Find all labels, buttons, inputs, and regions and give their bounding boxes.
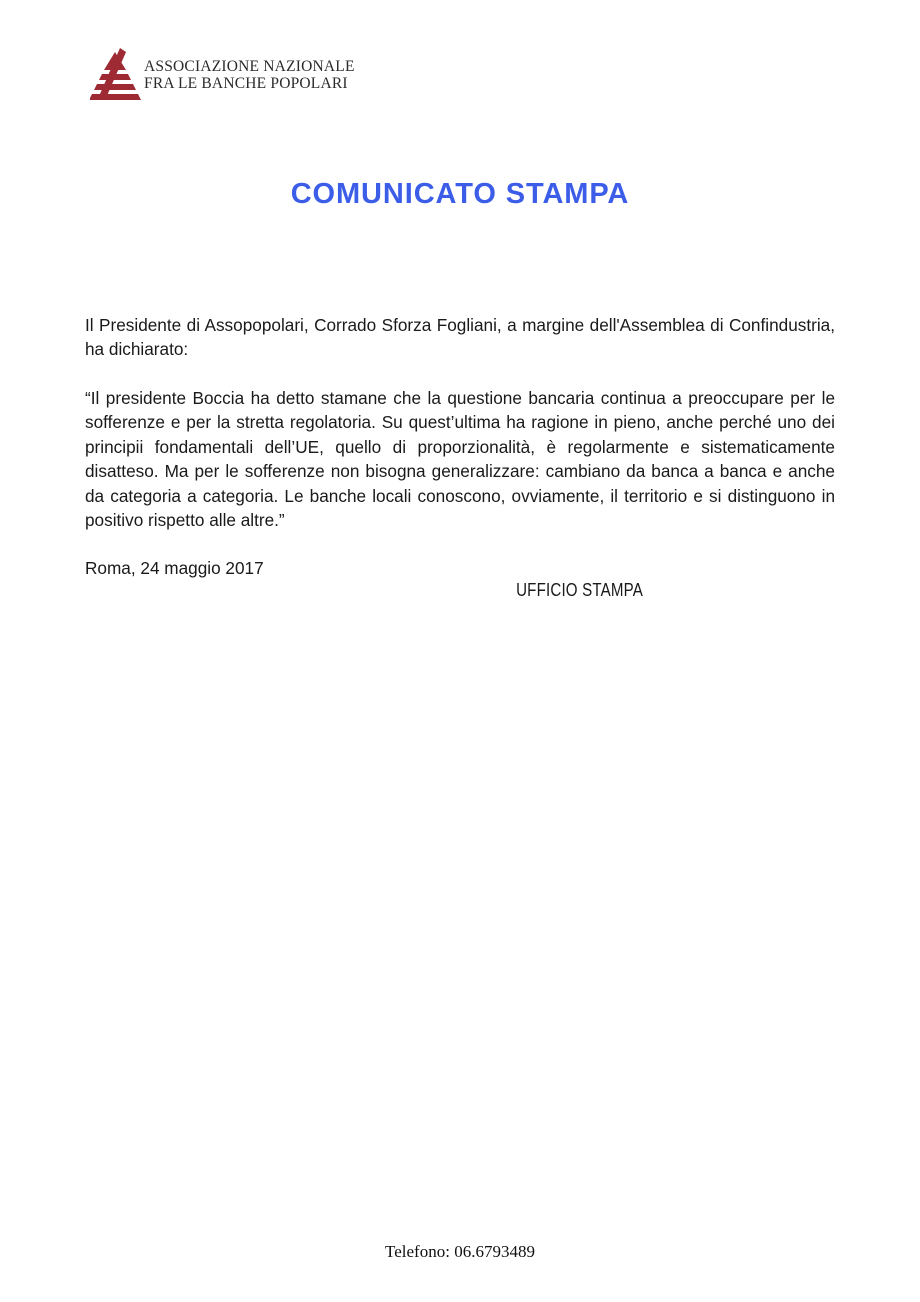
- signature-block: [0, 580, 920, 601]
- page-footer: Telefono: 06.6793489: [385, 1242, 535, 1261]
- signature-text: UFFICIO STAMPA: [516, 580, 644, 600]
- letterhead: [90, 46, 355, 104]
- letterhead-line-1: ASSOCIAZIONE NAZIONALE: [144, 58, 355, 75]
- letterhead-wordmark: [144, 59, 355, 92]
- document-body: [85, 313, 835, 581]
- intro-paragraph: Il Presidente di Assopopolari, Corrado Sforza Fogliani, a margine dell'Assemblea di Confindustria, ha dichiarato:: [85, 315, 835, 360]
- dateline: Roma, 24 maggio 2017: [85, 558, 264, 579]
- page-title: COMUNICATO STAMPA: [290, 178, 630, 210]
- letterhead-line-2: FRA LE BANCHE POPOLARI: [144, 74, 348, 92]
- quote-paragraph: “Il presidente Boccia ha detto stamane che la questione bancaria continua a preoccupare per le sofferenze e per la stretta regolatoria. Su quest’ultima ha ragione in pieno, anche perché uno dei principii fondamentali dell’UE, quello di proporzionalità, è regolarmente e sistematicamente disatteso. Ma per le sofferenze non bisogna generalizzare: cambiano da banca a banca e anche da categoria a categoria. Le banche locali conoscono, ovviamente, il territorio e si distinguono in positivo rispetto alle altre.”: [85, 387, 835, 530]
- assopopolari-logo-icon: [90, 46, 142, 104]
